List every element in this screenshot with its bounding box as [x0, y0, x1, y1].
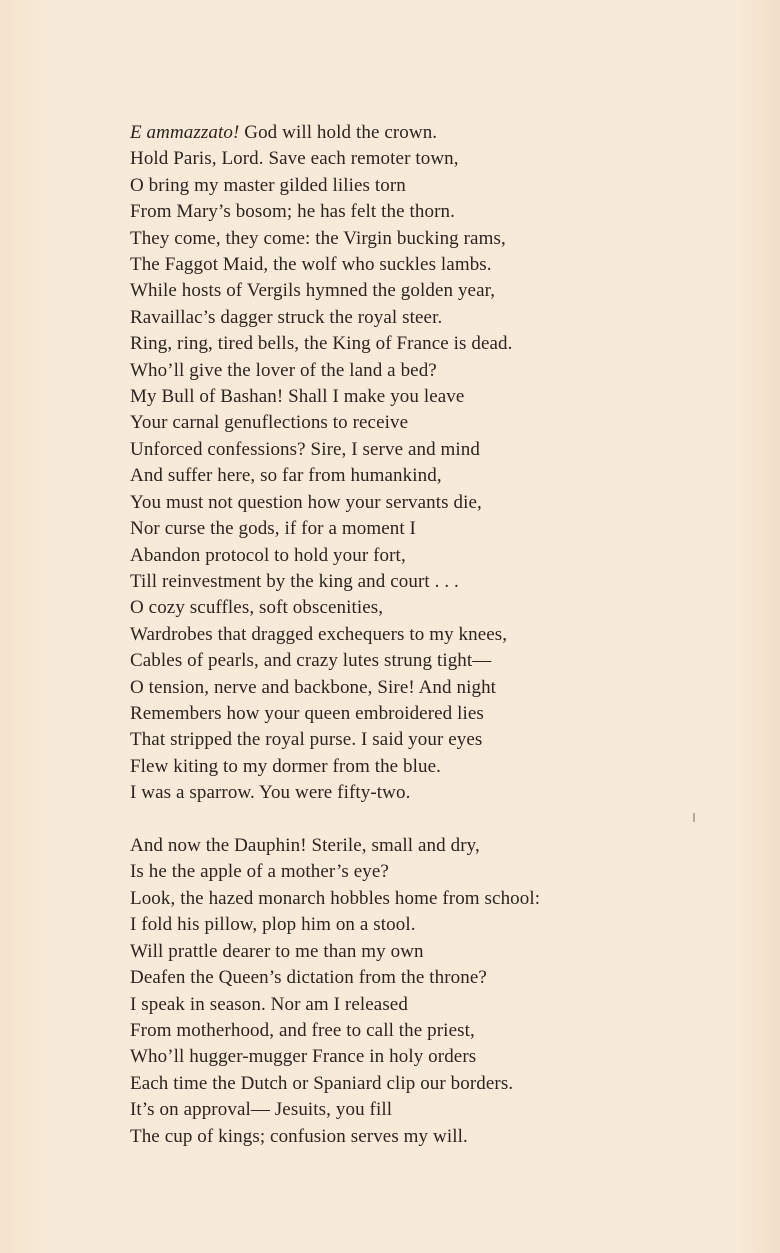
poem-line: Wardrobes that dragged exchequers to my knees, [130, 623, 508, 645]
line-remainder: God will hold the crown. [239, 122, 438, 143]
stanza-1 [130, 120, 750, 807]
poem-line: Abandon protocol to hold your fort, [130, 544, 406, 566]
poem-line: Ravaillac’s dagger struck the royal steer. [130, 306, 443, 328]
poem-line: O tension, nerve and backbone, Sire! And night [130, 676, 497, 698]
poem-line: Is he the apple of a mother’s eye? [130, 861, 389, 883]
poem-line: That stripped the royal purse. I said your eyes [130, 729, 483, 751]
poem-line: I speak in season. Nor am I released [130, 993, 408, 1015]
poem-line: The cup of kings; confusion serves my will. [130, 1125, 468, 1147]
poem-line: Each time the Dutch or Spaniard clip our borders. [130, 1072, 514, 1094]
poem-line: My Bull of Bashan! Shall I make you leave [130, 386, 465, 408]
poem-line: It’s on approval— Jesuits, you fill [130, 1099, 393, 1121]
poem-line: From motherhood, and free to call the priest, [130, 1019, 475, 1041]
poem-line: I was a sparrow. You were fifty-two. [130, 782, 411, 804]
poem-line: Will prattle dearer to me than my own [130, 940, 424, 962]
poem-line: Ring, ring, tired bells, the King of France is dead. [130, 333, 513, 355]
poem-line [130, 120, 750, 146]
poem-line: O cozy scuffles, soft obscenities, [130, 597, 384, 619]
poem-line: O bring my master gilded lilies torn [130, 174, 406, 196]
poem-line: Unforced confessions? Sire, I serve and mind [130, 438, 480, 460]
poem-line: The Faggot Maid, the wolf who suckles lambs. [130, 254, 492, 276]
poem-line: Till reinvestment by the king and court . . . [130, 570, 459, 592]
poem-line: You must not question how your servants die, [130, 491, 482, 513]
stanza-2 [130, 833, 750, 1150]
paper-mark [693, 813, 695, 822]
poem-line: They come, they come: the Virgin bucking rams, [130, 227, 506, 249]
poem-line: Who’ll give the lover of the land a bed? [130, 359, 437, 381]
poem-line: And suffer here, so far from humankind, [130, 465, 442, 487]
poem-line: Nor curse the gods, if for a moment I [130, 518, 416, 540]
poem-line: Your carnal genuflections to receive [130, 412, 409, 434]
poem-line: While hosts of Vergils hymned the golden year, [130, 280, 496, 302]
poem-line: Flew kiting to my dormer from the blue. [130, 755, 442, 777]
poem-line: Hold Paris, Lord. Save each remoter town, [130, 148, 459, 170]
poem-line: Remembers how your queen embroidered lies [130, 702, 484, 724]
poem-line: And now the Dauphin! Sterile, small and dry, [130, 835, 480, 857]
poem-line: Deafen the Queen’s dictation from the throne? [130, 967, 487, 989]
poem-line: Cables of pearls, and crazy lutes strung tight— [130, 650, 492, 672]
poem-line: I fold his pillow, plop him on a stool. [130, 914, 416, 936]
poem-line: Look, the hazed monarch hobbles home from school: [130, 887, 541, 909]
poem-text [130, 120, 750, 1150]
italic-phrase: E ammazzato! [130, 122, 240, 143]
poem-line: From Mary’s bosom; he has felt the thorn. [130, 201, 455, 223]
poem-line: Who’ll hugger-mugger France in holy orders [130, 1046, 477, 1068]
